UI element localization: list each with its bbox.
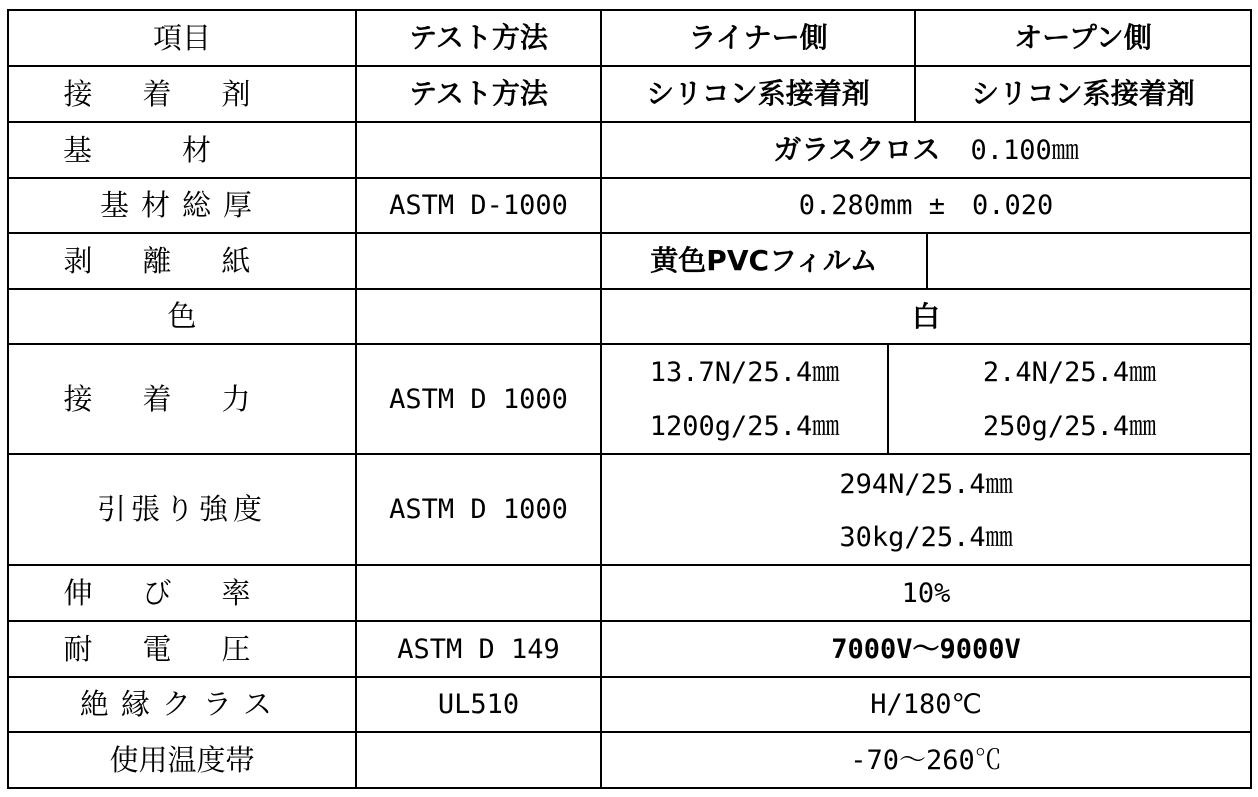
adhesive-open-value: シリコン系接着剤 bbox=[971, 77, 1195, 110]
row-label-adhesive: 接着剤 bbox=[63, 76, 301, 111]
adhesion-liner-value-2: 1200g/25.4㎜ bbox=[649, 410, 840, 442]
row-label-adhesion: 接着力 bbox=[63, 381, 301, 416]
row-label-temperature: 使用温度帯 bbox=[109, 742, 255, 777]
temperature-value: -70～260℃ bbox=[850, 744, 1002, 776]
adhesion-test-method: ASTM D 1000 bbox=[389, 383, 568, 415]
adhesive-test-method: テスト方法 bbox=[409, 77, 548, 110]
elongation-test-method bbox=[357, 566, 600, 620]
release-open-value bbox=[928, 234, 1250, 288]
elongation-value: 10% bbox=[901, 577, 951, 609]
voltage-test-method: ASTM D 149 bbox=[397, 633, 560, 665]
header-item: 項目 bbox=[152, 20, 211, 55]
adhesion-open-value-1: 2.4N/25.4㎜ bbox=[982, 356, 1157, 388]
color-value: 白 bbox=[911, 299, 940, 333]
temperature-test-method bbox=[357, 733, 600, 787]
release-test-method bbox=[357, 234, 600, 288]
row-label-color: 色 bbox=[167, 299, 197, 333]
table-border-bottom bbox=[7, 787, 1252, 789]
adhesion-liner-value-1: 13.7N/25.4㎜ bbox=[649, 356, 840, 388]
header-liner-side: ライナー側 bbox=[688, 21, 828, 54]
header-test-method: テスト方法 bbox=[409, 21, 548, 54]
thickness-value: 0.280mm ± 0.020 bbox=[798, 190, 1054, 221]
row-label-base: 基材 bbox=[62, 132, 301, 167]
tensile-value-1: 294N/25.4㎜ bbox=[839, 468, 1013, 500]
header-open-side: オープン側 bbox=[1014, 21, 1152, 54]
row-label-tensile: 引張り強度 bbox=[96, 492, 267, 526]
row-label-release-liner: 剥離紙 bbox=[63, 243, 301, 278]
base-value bbox=[602, 123, 1250, 177]
color-test-method bbox=[357, 290, 600, 343]
tensile-test-method: ASTM D 1000 bbox=[389, 494, 568, 525]
row-label-insulation: 絶縁クラス bbox=[79, 687, 285, 721]
tensile-value-2: 30kg/25.4㎜ bbox=[839, 521, 1013, 553]
base-material-name: ガラスクロス bbox=[773, 133, 941, 166]
row-label-thickness: 基材総厚 bbox=[99, 188, 264, 222]
thickness-test-method: ASTM D-1000 bbox=[389, 190, 568, 221]
release-liner-value: 黄色PVCフィルム bbox=[650, 244, 878, 277]
insulation-test-method: UL510 bbox=[437, 689, 520, 720]
table-border-right bbox=[1250, 9, 1252, 789]
row-label-voltage: 耐電圧 bbox=[63, 631, 301, 666]
insulation-value: H/180℃ bbox=[870, 689, 982, 720]
row-label-elongation: 伸び率 bbox=[63, 575, 301, 610]
adhesion-open-value-2: 250g/25.4㎜ bbox=[982, 410, 1157, 442]
base-material-thickness: 0.100㎜ bbox=[970, 134, 1079, 166]
voltage-value: 7000V～9000V bbox=[831, 633, 1021, 665]
base-test-method bbox=[357, 123, 600, 177]
adhesive-liner-value: シリコン系接着剤 bbox=[646, 77, 870, 110]
